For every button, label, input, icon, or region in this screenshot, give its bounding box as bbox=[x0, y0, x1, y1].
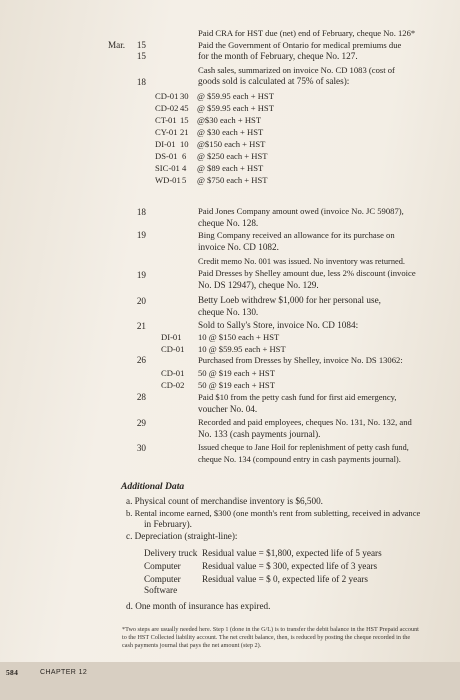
item-price: @ $750 each + HST bbox=[197, 175, 268, 185]
text-line-1: Paid CRA for HST due (net) end of February, cheque No. 126* bbox=[198, 28, 416, 38]
dep-detail: Residual value = $ 0, expected life of 2 years bbox=[202, 574, 368, 584]
item-price: @ $250 each + HST bbox=[197, 151, 268, 161]
item-code: CT-01 bbox=[155, 115, 177, 125]
item-price: @ $59.95 each + HST bbox=[197, 103, 274, 113]
additional-b: b. Rental income earned, $300 (one month's rent from subletting, received in advance bbox=[126, 508, 421, 518]
sold-item-text: 10 @ $150 each + HST bbox=[198, 332, 280, 342]
text-line-3: for the month of February, cheque No. 127. bbox=[198, 51, 358, 61]
date-30: 30 bbox=[136, 443, 146, 453]
dep-asset: Delivery truck bbox=[144, 548, 198, 558]
text-line-7: cheque No. 128. bbox=[198, 218, 259, 228]
text-line-13: Betty Loeb withdrew $1,000 for her personal use, bbox=[198, 295, 381, 305]
item-qty: 10 bbox=[180, 139, 189, 149]
additional-c: c. Depreciation (straight-line): bbox=[126, 531, 238, 541]
text-line-11: Paid Dresses by Shelley amount due, less 2% discount (invoice bbox=[198, 268, 416, 278]
date-28: 28 bbox=[136, 392, 146, 402]
date-18a: 18 bbox=[136, 77, 146, 87]
text-line-18: voucher No. 04. bbox=[198, 404, 258, 414]
additional-b-cont: in February). bbox=[144, 519, 192, 529]
item-qty: 5 bbox=[182, 175, 187, 185]
page-footer-band bbox=[0, 662, 460, 700]
month-label: Mar. bbox=[108, 40, 126, 50]
footnote-line: cash payments journal that pays the net amount (step 2). bbox=[122, 642, 262, 649]
item-qty: 4 bbox=[182, 163, 187, 173]
text-line-17: Paid $10 from the petty cash fund for first aid emergency, bbox=[198, 392, 397, 402]
text-line-9: invoice No. CD 1082. bbox=[198, 242, 279, 252]
additional-data-heading: Additional Data bbox=[121, 481, 185, 492]
dep-detail: Residual value = $ 300, expected life of 3 years bbox=[202, 561, 378, 571]
item-code: SIC-01 bbox=[155, 163, 180, 173]
item-qty: 15 bbox=[180, 115, 189, 125]
page-number: 584 bbox=[6, 668, 19, 677]
date-29: 29 bbox=[136, 418, 146, 428]
item-code: CY-01 bbox=[155, 127, 178, 137]
dep-asset-software: Software bbox=[144, 585, 178, 595]
text-line-6: Paid Jones Company amount owed (invoice No. JC 59087), bbox=[198, 206, 404, 216]
footnote-line: *Two steps are usually needed here. Step 1 (done in the G/L) is to transfer the debit balance in the HST Prepaid account bbox=[122, 626, 419, 633]
item-qty: 45 bbox=[180, 103, 189, 113]
item-code: CD-02 bbox=[155, 103, 179, 113]
item-price: @ $89 each + HST bbox=[197, 163, 264, 173]
sold-item-code: DI-01 bbox=[161, 332, 182, 342]
item-qty: 21 bbox=[180, 127, 189, 137]
date-15a: 15 bbox=[136, 40, 146, 50]
purchased-item-code: CD-01 bbox=[161, 368, 185, 378]
text-line-14: cheque No. 130. bbox=[198, 307, 259, 317]
text-line-4: Cash sales, summarized on invoice No. CD 1083 (cost of bbox=[198, 65, 395, 75]
date-21: 21 bbox=[136, 321, 146, 331]
text-line-16: Purchased from Dresses by Shelley, invoice No. DS 13062: bbox=[198, 355, 403, 365]
item-qty: 30 bbox=[180, 91, 189, 101]
additional-a: a. Physical count of merchandise inventory is $6,500. bbox=[126, 496, 323, 506]
text-line-2: Paid the Government of Ontario for medical premiums due bbox=[198, 40, 402, 50]
item-code: DI-01 bbox=[155, 139, 176, 149]
date-20: 20 bbox=[136, 296, 146, 306]
item-code: WD-01 bbox=[155, 175, 181, 185]
purchased-item-text: 50 @ $19 each + HST bbox=[198, 368, 275, 378]
text-line-10: Credit memo No. 001 was issued. No inventory was returned. bbox=[198, 257, 406, 266]
date-19a: 19 bbox=[136, 230, 146, 240]
date-18b: 18 bbox=[136, 207, 146, 217]
text-line-12: No. DS 12947), cheque No. 129. bbox=[198, 280, 319, 290]
item-code: CD-01 bbox=[155, 91, 179, 101]
item-price: @ $30 each + HST bbox=[197, 127, 264, 137]
dep-detail: Residual value = $1,800, expected life of 5 years bbox=[202, 548, 382, 558]
text-line-8: Bing Company received an allowance for its purchase on bbox=[198, 230, 395, 240]
additional-d: d. One month of insurance has expired. bbox=[126, 601, 271, 611]
dep-asset: Computer bbox=[144, 574, 181, 584]
dep-asset: Computer bbox=[144, 561, 181, 571]
text-line-15: Sold to Sally's Store, invoice No. CD 1084: bbox=[198, 320, 359, 330]
purchased-item-text: 50 @ $19 each + HST bbox=[198, 380, 275, 390]
text-line-22: cheque No. 134 (compound entry in cash payments journal). bbox=[198, 455, 401, 464]
date-15b: 15 bbox=[136, 51, 146, 61]
sold-item-text: 10 @ $59.95 each + HST bbox=[198, 344, 286, 354]
item-qty: 6 bbox=[182, 151, 187, 161]
item-price: @ $59.95 each + HST bbox=[197, 91, 274, 101]
sold-item-code: CD-01 bbox=[161, 344, 185, 354]
date-26: 26 bbox=[136, 355, 146, 365]
item-code: DS-01 bbox=[155, 151, 178, 161]
text-line-19: Recorded and paid employees, cheques No. 131, No. 132, and bbox=[198, 417, 412, 427]
text-line-20: No. 133 (cash payments journal). bbox=[198, 429, 321, 439]
footnote-line: to the HST Collected liability account. The net credit balance, then, is reduced by posting the cheque recorded in the bbox=[122, 634, 411, 641]
text-line-5: goods sold is calculated at 75% of sales): bbox=[198, 76, 350, 86]
chapter-label: CHAPTER 12 bbox=[40, 669, 88, 676]
item-price: @$30 each + HST bbox=[197, 115, 262, 125]
item-price: @$150 each + HST bbox=[197, 139, 266, 149]
text-line-21: Issued cheque to Jane Hoil for replenishment of petty cash fund, bbox=[198, 443, 409, 452]
purchased-item-code: CD-02 bbox=[161, 380, 185, 390]
date-19b: 19 bbox=[136, 270, 146, 280]
